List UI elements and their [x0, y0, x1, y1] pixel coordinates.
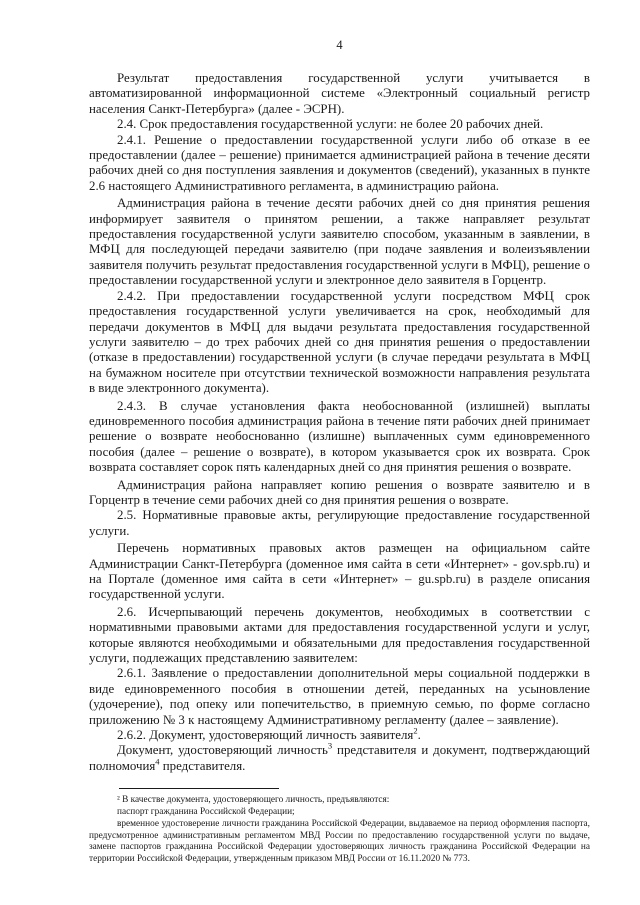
paragraph: 2.4.2. При предоставлении государственной услуги посредством МФЦ срок предоставления государственной услуги увеличивается на срок, необходимый для передачи документов в МФЦ для выдачи результата предоставления государственной услуги заявителю – до трех рабочих дней со дня принятия решения о предоставлении (отказе в предоставлении) государственной услуги (в случае передачи результата в МФЦ на бумажном носителе при отсутствии технической возможности направления результата в виде электронного документа). [89, 288, 590, 396]
paragraph: 2.6. Исчерпывающий перечень документов, необходимых в соответствии с нормативными правовыми актами для предоставления государственной услуги и услуг, которые являются необходимыми и обязательными для предоставления государственной услуги, подлежащих представлению заявителем: [89, 604, 590, 666]
paragraph-text-tail: представителя. [159, 758, 246, 773]
paragraph-text: 2.6.2. Документ, удостоверяющий личность заявителя [117, 728, 414, 743]
footnote: ² В качестве документа, удостоверяющего личность, предъявляются: [117, 795, 390, 806]
paragraph: Перечень нормативных правовых актов размещен на официальном сайте Администрации Санкт-Петербурга (доменное имя сайта в сети «Интернет» - gov.spb.ru) и на Портале (доменное имя сайта в сети «Интернет» – gu.spb.ru) в разделе описания государственной услуги. [89, 541, 590, 602]
paragraph: 2.6.1. Заявление о предоставлении дополнительной меры социальной поддержки в виде единовременного пособия в отношении детей, переданных на усыновление (удочерение), под опеку или попечительство, в приемную семью, по форме согласно приложению № 3 к настоящему Административному регламенту (далее – заявление). [89, 666, 590, 727]
footnote: временное удостоверение личности гражданина Российской Федерации, выдаваемое на период оформления паспорта, предусмотренное административным регламентом МВД России по предоставлению государственной услуги по выдаче, замене паспортов гражданина Российской Федерации удостоверяющих личность гражданина Российской Федерации на территории Российской Федерации, утвержденным приказом МВД России от 16.11.2020 № 773. [89, 818, 590, 865]
paragraph-text: Документ, удостоверяющий личность [117, 743, 328, 758]
paragraph: Администрация района в течение десяти рабочих дней со дня принятия решения информирует заявителя о принятом решении, а также направляет результат предоставления государственной услуги заявителю способом, указанным в заявлении, в МФЦ для последующей передачи заявителю (при подаче заявления и волеизъявлении заявителя получить результат предоставления государственной услуги в МФЦ), решение о предоставлении государственной услуги и электронное дело заявителя в Горцентр. [89, 196, 590, 288]
paragraph [89, 725, 590, 743]
paragraph: Результат предоставления государственной услуги учитывается в автоматизированной информационной системе «Электронный социальный регистр населения Санкт-Петербурга» (далее - ЭСРН). [89, 71, 590, 116]
footnote-separator [119, 788, 279, 789]
paragraph: 2.4.3. В случае установления факта необоснованной (излишней) выплаты единовременного пособия администрация района в течение пяти рабочих дней принимает решение о возврате необоснованно (излишне) выплаченных сумм единовременного пособия (далее – решение о возврате), в котором указывается срок их возврата. Срок возврата составляет сорок пять календарных дней со дня принятия решения о возврате. [89, 398, 590, 475]
paragraph-text-tail: . [417, 728, 421, 743]
paragraph: Администрация района направляет копию решения о возврате заявителю и в Горцентр в течение семи рабочих дней со дня принятия решения о возврате. [89, 477, 590, 507]
page-number: 4 [336, 38, 343, 52]
footnote-ref: 2 [413, 725, 418, 736]
footnote-ref: 3 [327, 741, 333, 752]
footnote: паспорт гражданина Российской Федерации; [117, 807, 295, 818]
paragraph-text-middle: представителя и документ, подтверждающий полномочия [89, 743, 590, 773]
paragraph: 2.4. Срок предоставления государственной услуги: не более 20 рабочих дней. [117, 117, 544, 132]
body-text [89, 71, 590, 774]
paragraph: 2.5. Нормативные правовые акты, регулирующие предоставление государственной услуги. [89, 508, 590, 538]
paragraph: 2.4.1. Решение о предоставлении государственной услуги либо об отказе в ее предоставлении (далее – решение) принимается администрацией района в течение десяти рабочих дней со дня поступления заявления и документов (сведений), указанных в пункте 2.6 настоящего Административного регламента, в администрацию района. [89, 132, 590, 193]
footnote-ref: 4 [155, 756, 160, 767]
footnotes [89, 795, 590, 866]
paragraph [89, 743, 590, 774]
